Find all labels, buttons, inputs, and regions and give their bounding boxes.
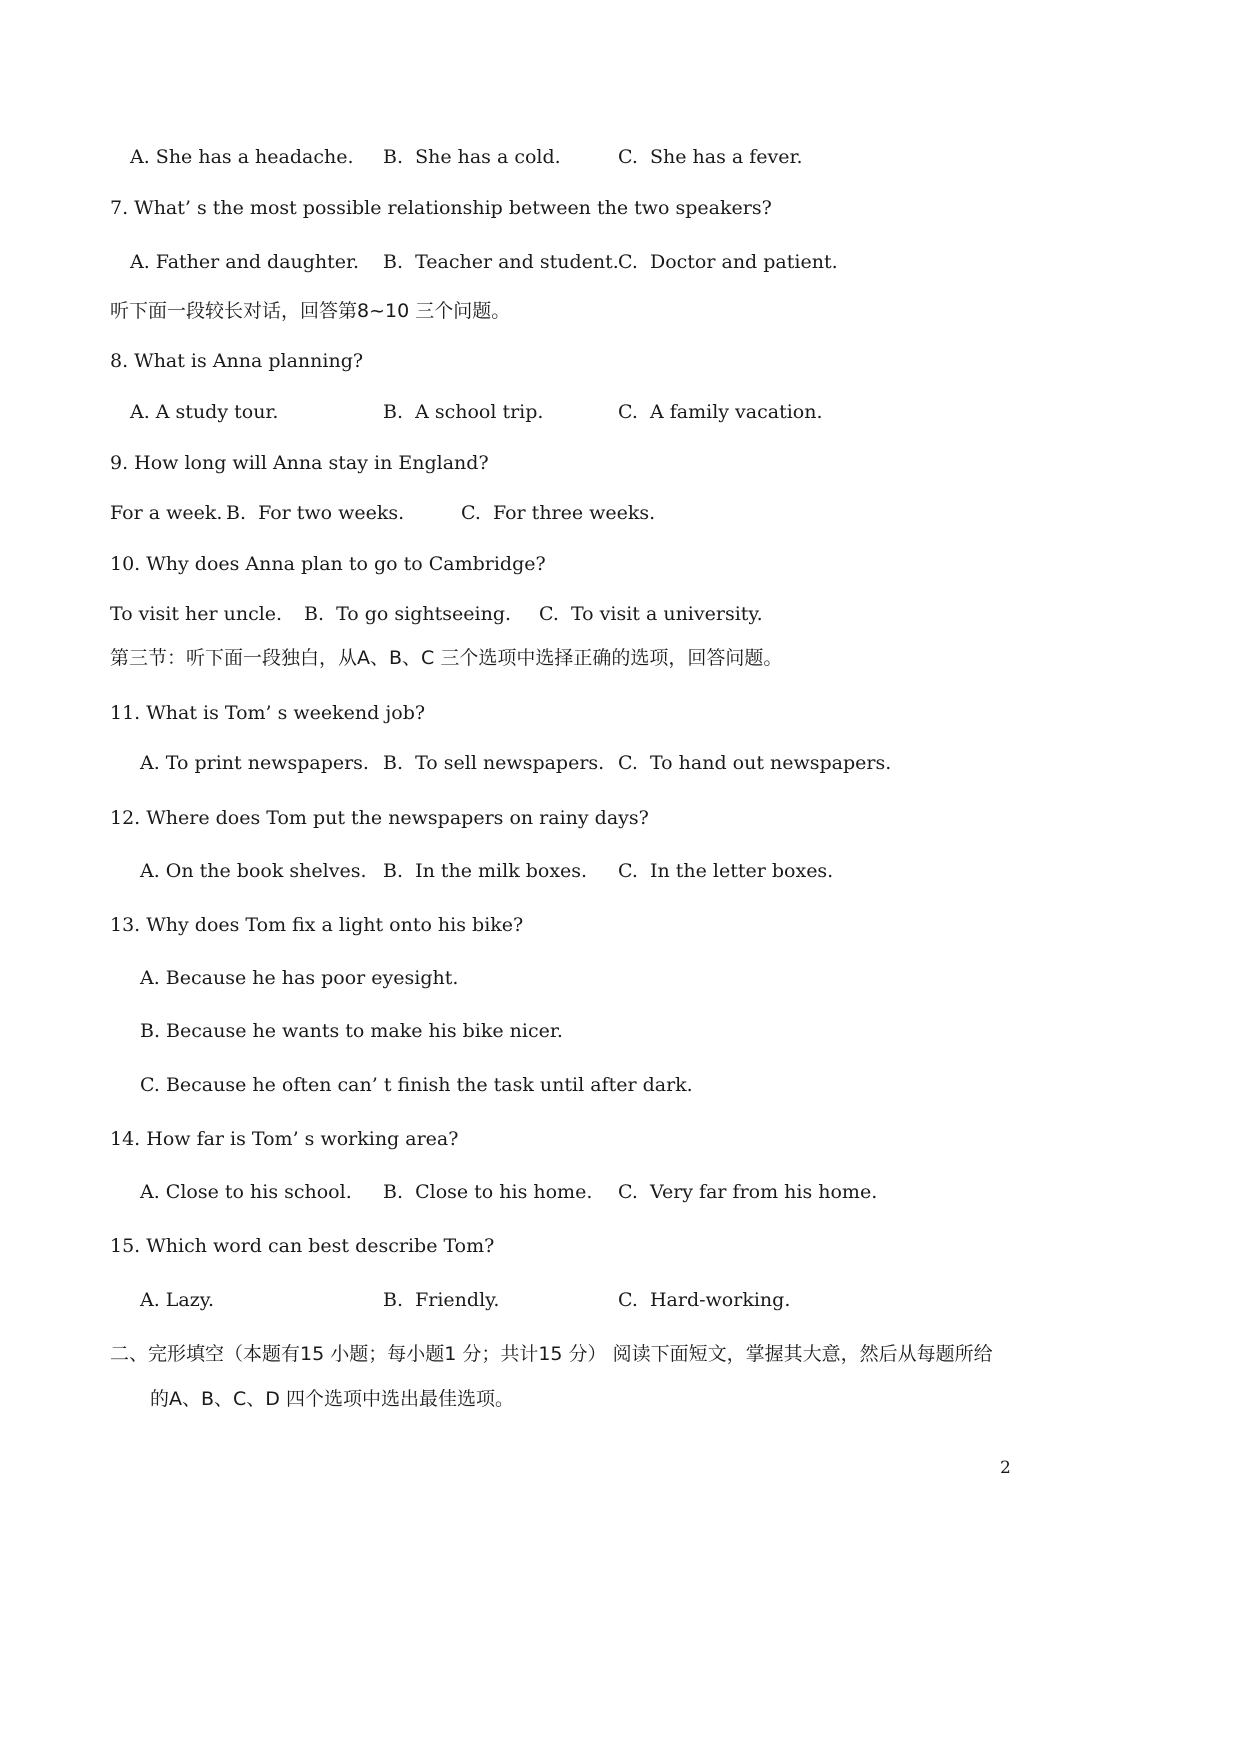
q10-option-c: C. To visit a university. — [539, 603, 763, 625]
q7-option-b: B. Teacher and student. — [383, 251, 619, 273]
q14-question: 14. How far is Tom’ s working area? — [110, 1128, 459, 1150]
q12-option-c: C. In the letter boxes. — [618, 860, 834, 882]
q14-option-b: B. Close to his home. — [383, 1181, 593, 1203]
q12-question: 12. Where does Tom put the newspapers on rainy days? — [110, 807, 649, 829]
part-2-heading: 二、完形填空（本题有15 小题；每小题1 分；共计15 分） 阅读下面短文，掌握其大意，然后从每题所给 — [110, 1343, 993, 1365]
q13-option-a: A. Because he has poor eyesight. — [140, 967, 459, 989]
q10-option-a: To visit her uncle. — [110, 603, 283, 625]
page-number: 2 — [1000, 1458, 1011, 1478]
q6-option-b: B. She has a cold. — [383, 146, 561, 168]
q15-question: 15. Which word can best describe Tom? — [110, 1235, 495, 1257]
q6-option-a: A. She has a headache. — [130, 146, 354, 168]
q8-option-a: A. A study tour. — [130, 401, 279, 423]
q11-question: 11. What is Tom’ s weekend job? — [110, 702, 426, 724]
q7-option-c: C. Doctor and patient. — [618, 251, 838, 273]
q15-option-b: B. Friendly. — [383, 1289, 500, 1311]
q6-option-c: C. She has a fever. — [618, 146, 803, 168]
q11-option-c: C. To hand out newspapers. — [618, 752, 892, 774]
q9-option-c: C. For three weeks. — [461, 502, 656, 524]
q9-option-b: B. For two weeks. — [226, 502, 405, 524]
q10-option-b: B. To go sightseeing. — [304, 603, 512, 625]
q9-option-a: For a week. — [110, 502, 223, 524]
q8-option-b: B. A school trip. — [383, 401, 544, 423]
q13-question: 13. Why does Tom fix a light onto his bike? — [110, 914, 524, 936]
q8-option-c: C. A family vacation. — [618, 401, 823, 423]
q12-option-a: A. On the book shelves. — [140, 860, 367, 882]
q13-option-b: B. Because he wants to make his bike nicer. — [140, 1020, 563, 1042]
section-3-instruction: 第三节：听下面一段独白，从A、B、C 三个选项中选择正确的选项，回答问题。 — [110, 647, 783, 669]
q13-option-c: C. Because he often can’ t finish the task until after dark. — [140, 1074, 693, 1096]
section-long-dialogue-instruction: 听下面一段较长对话，回答第8~10 三个问题。 — [110, 300, 511, 322]
q14-option-a: A. Close to his school. — [140, 1181, 352, 1203]
q15-option-c: C. Hard-working. — [618, 1289, 791, 1311]
q12-option-b: B. In the milk boxes. — [383, 860, 588, 882]
q7-question: 7. What’ s the most possible relationship between the two speakers? — [110, 197, 772, 219]
q7-option-a: A. Father and daughter. — [130, 251, 360, 273]
q11-option-b: B. To sell newspapers. — [383, 752, 605, 774]
q8-question: 8. What is Anna planning? — [110, 350, 364, 372]
q9-question: 9. How long will Anna stay in England? — [110, 452, 489, 474]
q14-option-c: C. Very far from his home. — [618, 1181, 878, 1203]
q11-option-a: A. To print newspapers. — [140, 752, 369, 774]
q15-option-a: A. Lazy. — [140, 1289, 215, 1311]
q10-question: 10. Why does Anna plan to go to Cambridge? — [110, 553, 546, 575]
part-2-heading-continued: 的A、B、C、D 四个选项中选出最佳选项。 — [150, 1388, 514, 1410]
